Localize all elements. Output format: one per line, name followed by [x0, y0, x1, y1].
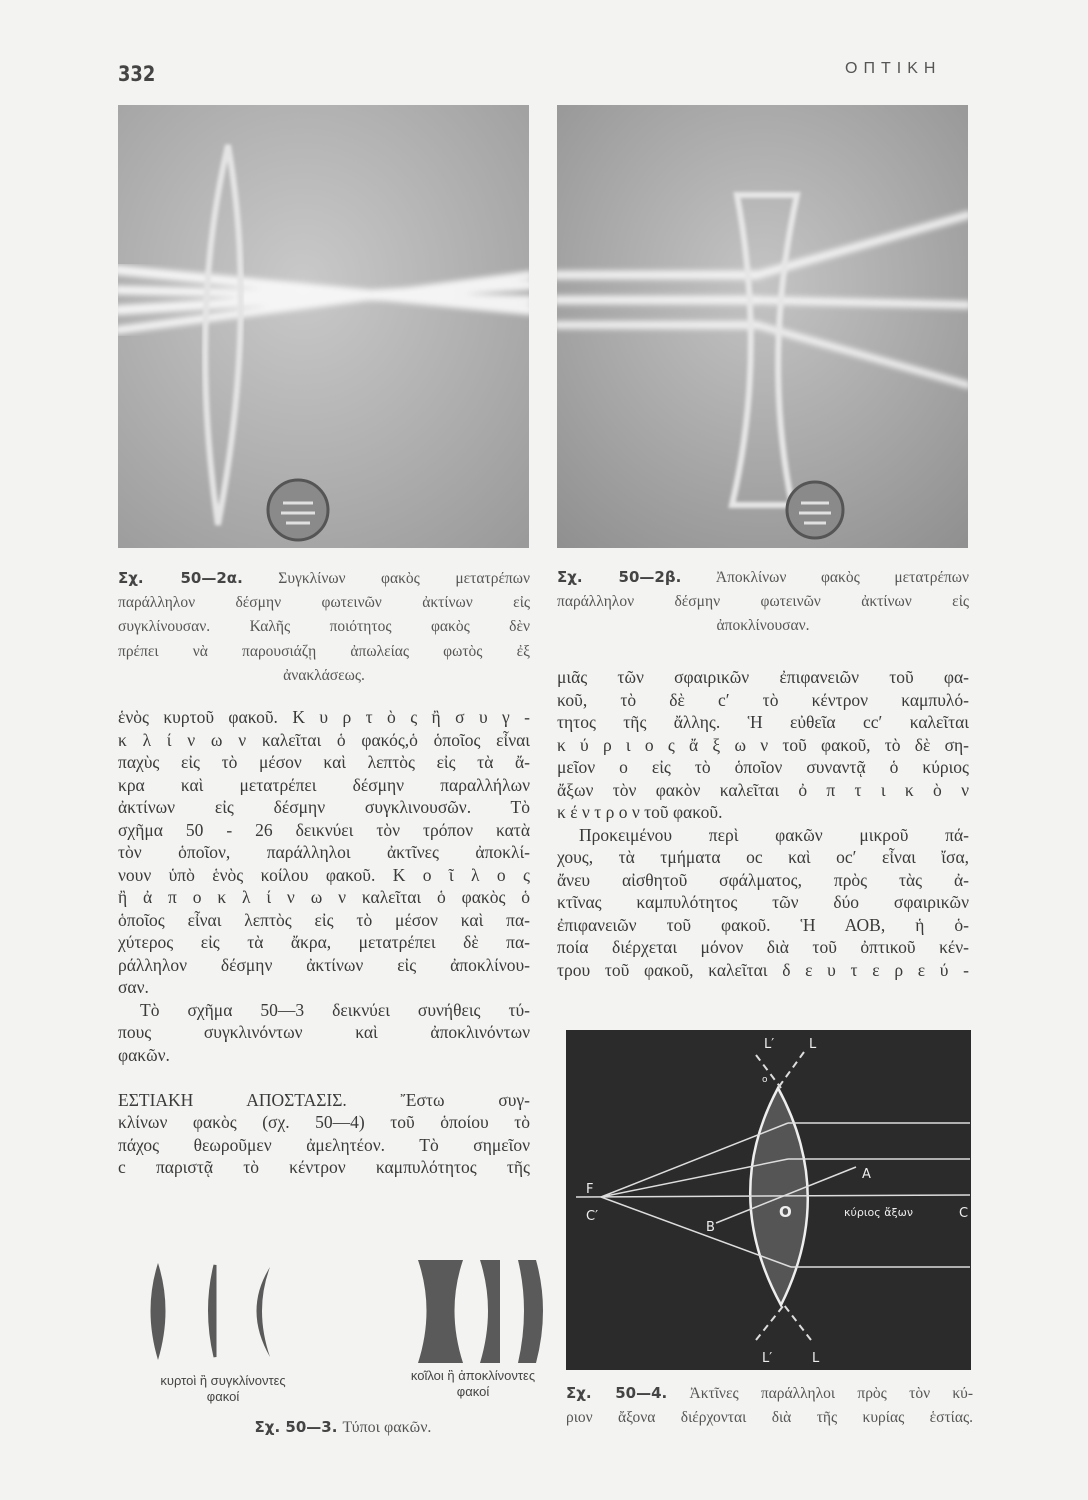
text-line: ΕΣΤΙΑΚΗ ΑΠΟΣΤΑΣΙΣ. Ἔστω συγ-	[118, 1089, 530, 1110]
text-line: μεῖον ο εἰς τὸ ὁποῖον συναντᾷ ὁ κύριος	[557, 757, 969, 777]
text-line: παράλληλον δέσμην φωτεινῶν ἀκτίνων εἰς	[118, 593, 530, 611]
text-line: κτῖνας καμπυλότητος τῶν δύο σφαιρικῶν	[557, 892, 969, 912]
figure-4-caption	[566, 1381, 973, 1430]
label-principal-axis: κύριος ἄξων	[844, 1206, 913, 1219]
text-line: κ έ ν τ ρ ο ν τοῦ φακοῦ.	[557, 802, 723, 822]
label-C: C	[959, 1206, 969, 1221]
page-number: 332	[118, 62, 156, 86]
paragraph-gap	[118, 1066, 530, 1089]
text-line: συγκλίνουσαν. Καλῆς ποιότητος φακὸς δὲν	[118, 618, 530, 635]
caption-text: Ἀποκλίνων φακὸς μετατρέπων	[715, 569, 970, 586]
text-line	[118, 566, 530, 591]
convex-lenses-label-2: φακοί	[206, 1389, 240, 1404]
text-line: πρέπει νὰ παρουσιάζῃ ἀπωλείας φωτὸς ἐξ	[118, 642, 530, 660]
meniscus-convex-lens-shape	[257, 1267, 271, 1357]
text-line: παράλληλον δέσμην φωτεινῶν ἀκτίνων εἰς	[557, 592, 969, 610]
text-line: σαν.	[118, 977, 149, 997]
label-L-prime-bottom: L′	[762, 1351, 773, 1366]
text-line: τρου τοῦ φακοῦ, καλεῖται δ ε υ τ ε ρ ε ύ -	[557, 959, 969, 980]
text-line: ἀκτίνων εἰς δέσμην συγκλινουσῶν. Τὸ	[118, 797, 530, 817]
label-L-bottom: L	[812, 1351, 820, 1366]
plano-convex-lens-shape	[210, 1265, 216, 1357]
text-line: χους, τὰ τμήματα oc καὶ oc′ εἶναι ἴσα,	[557, 847, 969, 867]
text-line	[566, 1381, 973, 1406]
text-line: πους συγκλινόντων καὶ ἀποκλινόντων	[118, 1022, 530, 1042]
text-line: τὸν ὁποῖον, παράλληλοι ἀκτῖνες ἀποκλί-	[118, 842, 530, 862]
concave-lenses-label-2: φακοί	[456, 1384, 490, 1399]
text-line: κ λ ί ν ω ν καλεῖται ὁ φακός,ὁ ὁποῖος εἶναι	[118, 729, 530, 750]
text-line: κλίνων φακὸς (σχ. 50—4) τοῦ ὁποίου τὸ	[118, 1112, 530, 1132]
text-line: ἀποκλίνουσαν.	[716, 617, 810, 634]
text-line: μιᾶς τῶν σφαιρικῶν ἐπιφανειῶν τοῦ φα-	[557, 667, 969, 687]
text-line: παχὺς εἰς τὸ μέσον καὶ λεπτὸς εἰς τὰ ἄ-	[118, 752, 530, 772]
running-head: ΟΠΤΙΚΗ	[845, 60, 942, 77]
figure-3-label: Σχ. 50—3.	[254, 1418, 338, 1436]
concave-lenses-label: κοῖλοι ἢ ἀποκλίνοντες	[410, 1368, 536, 1383]
label-A: A	[862, 1167, 871, 1182]
text-line: c παριστᾷ τὸ κέντρον καμπυλότητος τῆς	[118, 1157, 530, 1177]
text-line: ἄξων τὸν φακὸν καλεῖται ὀ π τ ι κ ὸ ν	[557, 779, 969, 800]
caption-text: Ἀκτῖνες παράλληλοι πρὸς τὸν κύ-	[689, 1385, 973, 1402]
photo-diverging-lens	[557, 105, 968, 548]
text-line: ἑνὸς κυρτοῦ φακοῦ. Κ υ ρ τ ὸ ς ἢ σ υ γ -	[118, 707, 530, 727]
text-line	[557, 565, 969, 590]
figure-4-ray-diagram	[566, 1030, 971, 1370]
label-C-prime: C′	[586, 1209, 599, 1224]
text-line: νουν ὑπὸ ἑνὸς κοίλου φακοῦ. Κ ο ῖ λ ο ς	[118, 864, 530, 885]
biconcave-lens-shape	[418, 1260, 463, 1363]
text-line: ἐπιφανειῶν τοῦ φακοῦ. Ἡ ΑΟΒ, ἡ ὁ-	[557, 914, 969, 935]
text-line: ἄνευ αἰσθητοῦ σφάλματος, πρὸς τὰς ἀ-	[557, 869, 969, 890]
label-B: B	[706, 1220, 715, 1235]
text-line: ἢ ἀ π ο κ λ ί ν ω ν καλεῖται ὁ φακὸς ὁ	[118, 887, 530, 907]
label-F: F	[586, 1182, 594, 1197]
label-L-top: L	[809, 1037, 817, 1052]
figure-2a-caption	[118, 566, 530, 689]
figure-3-caption: Τύποι φακῶν.	[342, 1419, 432, 1436]
text-line: κρα καὶ μετατρέπει δέσμην παραλλήλων	[118, 774, 530, 795]
text-line: τητος τῆς ἄλλης. Ἡ εὐθεῖα cc′ καλεῖται	[557, 712, 969, 732]
figure-3-lens-types	[118, 1255, 548, 1455]
biconvex-lens-shape	[151, 1263, 166, 1360]
text-line: φακῶν.	[118, 1044, 170, 1065]
label-o-small: o	[762, 1075, 768, 1085]
text-line: κ ύ ρ ι ο ς ἄ ξ ω ν τοῦ φακοῦ, τὸ δὲ ση-	[557, 734, 969, 755]
text-line: πάχος θεωροῦμεν ἀμελητέον. Τὸ σημεῖον	[118, 1134, 530, 1155]
text-line: σχῆμα 50 - 26 δεικνύει τὸν τρόπον κατὰ	[118, 819, 530, 840]
convex-lenses-label: κυρτοὶ ἢ συγκλίνοντες	[160, 1373, 286, 1388]
photo-converging-lens	[118, 105, 529, 548]
text-line: Προκειμένου περὶ φακῶν μικροῦ πά-	[579, 824, 969, 845]
figure-label: Σχ. 50—4.	[566, 1384, 668, 1402]
figure-label: Σχ. 50—2α.	[118, 569, 243, 587]
right-column-text	[557, 666, 969, 981]
left-column-text	[118, 706, 530, 1179]
meniscus-concave-lens-shape	[518, 1260, 543, 1363]
figure-label: Σχ. 50—2β.	[557, 568, 682, 586]
label-O: O	[779, 1203, 792, 1221]
text-line: Τὸ σχῆμα 50—3 δεικνύει συνήθεις τύ-	[140, 999, 530, 1020]
figure-2b-caption	[557, 565, 969, 639]
text-line: ράλληλον δέσμην ἀκτίνων εἰς ἀποκλίνου-	[118, 954, 530, 975]
text-line: ὁποῖος εἶναι λεπτὸς εἰς τὸ μέσον καὶ πα-	[118, 909, 530, 930]
text-line: ριον ἄξονα διέρχονται διὰ τῆς κυρίας ἑστίας.	[566, 1408, 973, 1426]
text-line: χύτερος εἰς τὰ ἄκρα, μετατρέπει δὲ πα-	[118, 932, 530, 952]
text-line: ἀνακλάσεως.	[283, 667, 365, 684]
label-L-prime-top: L′	[764, 1037, 775, 1052]
plano-concave-lens-shape	[480, 1260, 500, 1363]
text-line: κοῦ, τὸ δὲ c′ τὸ κέντρον καμπυλό-	[557, 689, 969, 710]
text-line: ποία διέρχεται μόνον διὰ τοῦ ὀπτικοῦ κέν-	[557, 937, 969, 957]
caption-text: Συγκλίνων φακὸς μετατρέπων	[278, 570, 530, 587]
